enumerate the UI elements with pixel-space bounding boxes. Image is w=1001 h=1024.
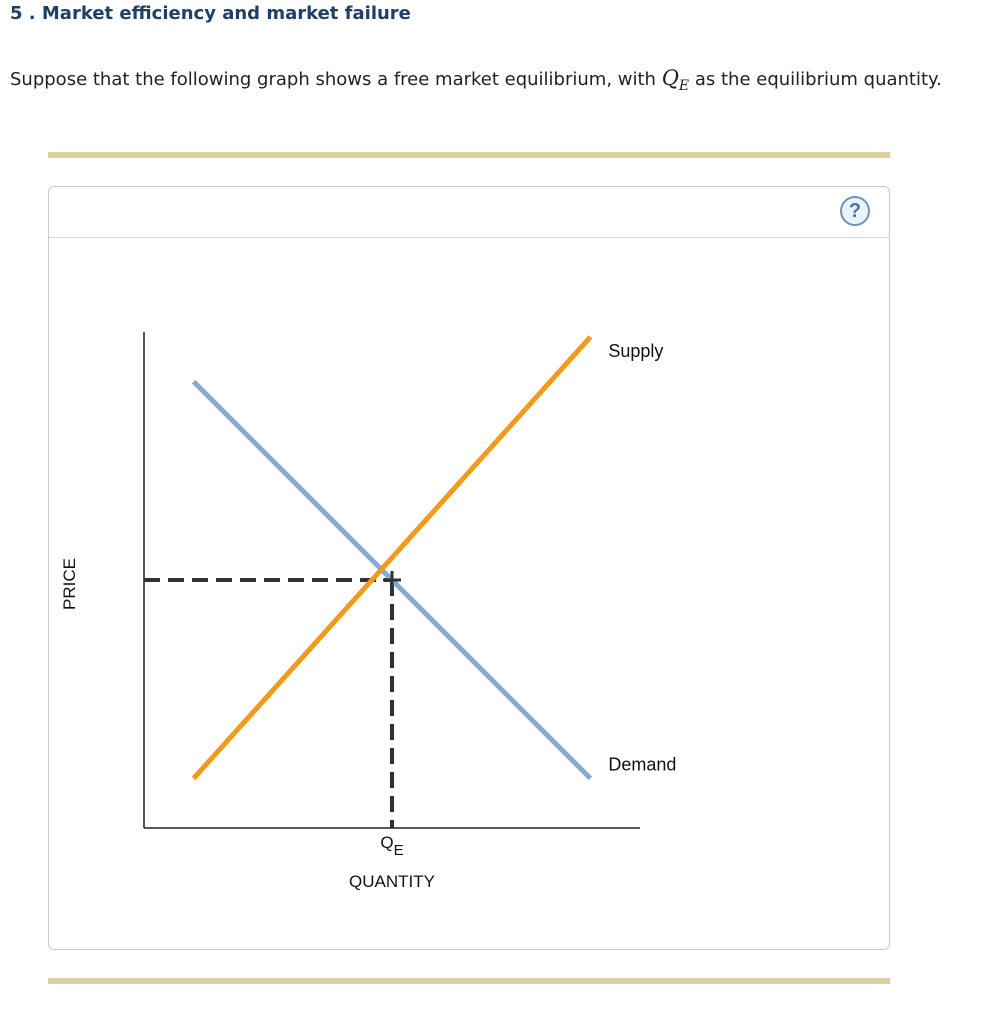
top-divider bbox=[48, 152, 890, 158]
graph-panel bbox=[48, 186, 890, 950]
supply-demand-chart bbox=[49, 187, 889, 949]
bottom-divider bbox=[48, 978, 890, 984]
equilibrium-quantity-symbol: $Q_E$ bbox=[661, 66, 690, 95]
question-prompt bbox=[10, 66, 942, 94]
prompt-text-start: Suppose that the following graph shows a free market equilibrium, with bbox=[10, 69, 662, 90]
help-icon[interactable]: ? bbox=[840, 196, 870, 226]
equilibrium-quantity-label: QE bbox=[380, 833, 404, 859]
question-title: 5 . Market efficiency and market failure bbox=[10, 3, 411, 24]
x-axis-label: QUANTITY bbox=[349, 872, 435, 891]
demand-label: Demand bbox=[608, 754, 677, 775]
y-axis-label: PRICE bbox=[60, 558, 79, 610]
prompt-text-end: as the equilibrium quantity. bbox=[689, 69, 942, 90]
supply-label: Supply bbox=[608, 340, 664, 361]
